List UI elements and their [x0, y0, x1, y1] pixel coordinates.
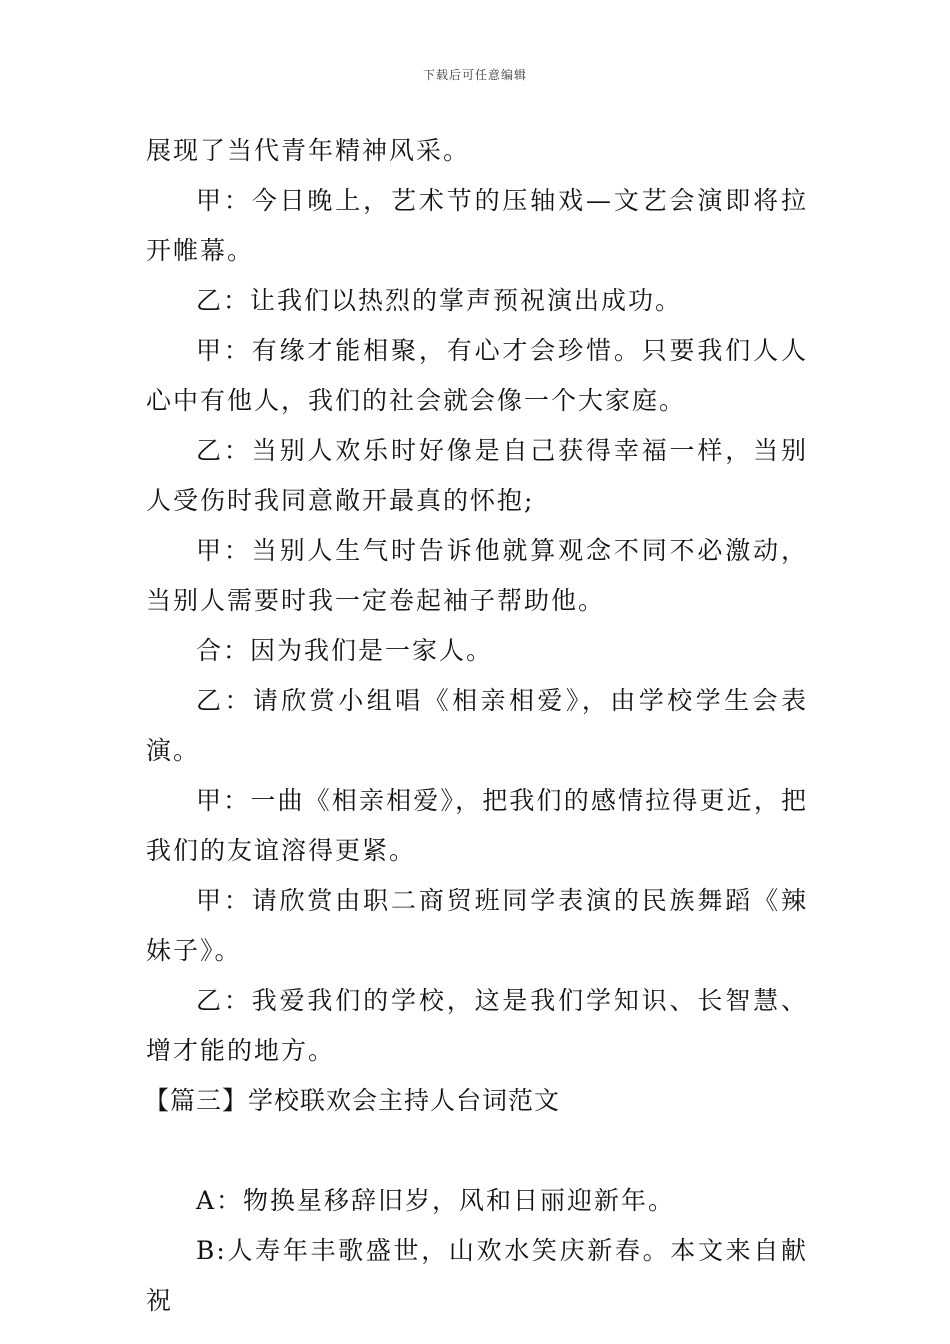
section-heading: 【篇三】学校联欢会主持人台词范文	[144, 1086, 561, 1115]
blank-line	[146, 1126, 808, 1176]
paragraph-a-line-1: A：物换星移辞旧岁，风和日丽迎新年。	[196, 1186, 676, 1215]
paragraph-together-line: 合：因为我们是一家人。	[196, 636, 494, 665]
paragraph-jia-line-2: 甲：有缘才能相聚，有心才会珍惜。只要我们人人心中有他人，我们的社会就会像一个大家庭。	[146, 336, 808, 415]
paragraph-yi-line-4: 乙：我爱我们的学校，这是我们学知识、长智慧、增才能的地方。	[146, 986, 808, 1065]
paragraph-intro: 展现了当代青年精神风采。	[146, 136, 471, 165]
paragraph-jia-line-1: 甲：今日晚上，艺术节的压轴戏—文艺会演即将拉开帷幕。	[146, 186, 808, 265]
paragraph-yi-line-2: 乙：当别人欢乐时好像是自己获得幸福一样，当别人受伤时我同意敞开最真的怀抱;	[146, 436, 808, 515]
paragraph-b-line-1: B:人寿年丰歌盛世，山欢水笑庆新春。本文来自献祝	[146, 1236, 808, 1315]
paragraph-yi-line-3: 乙：请欣赏小组唱《相亲相爱》，由学校学生会表演。	[146, 686, 808, 765]
page-header: 下载后可任意编辑	[422, 68, 527, 82]
document-body	[146, 126, 808, 1326]
paragraph-yi-line-1: 乙：让我们以热烈的掌声预祝演出成功。	[196, 286, 683, 315]
paragraph-jia-line-4: 甲：一曲《相亲相爱》，把我们的感情拉得更近，把我们的友谊溶得更紧。	[146, 786, 808, 865]
paragraph-jia-line-5: 甲：请欣赏由职二商贸班同学表演的民族舞蹈《辣妹子》。	[146, 886, 808, 965]
paragraph-jia-line-3: 甲：当别人生气时告诉他就算观念不同不必激动，当别人需要时我一定卷起袖子帮助他。	[146, 536, 808, 615]
